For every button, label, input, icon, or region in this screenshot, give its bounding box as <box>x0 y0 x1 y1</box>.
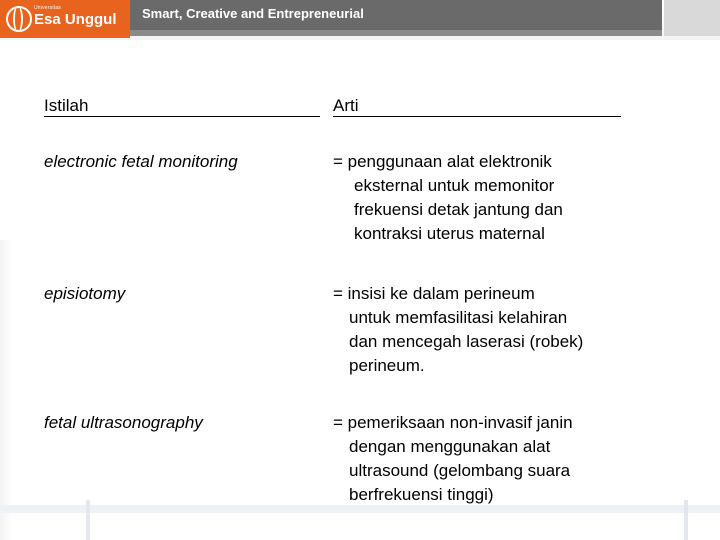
left-decoration <box>0 240 12 540</box>
definition-line: = insisi ke dalam perineum <box>333 284 535 303</box>
university-logo <box>0 0 130 38</box>
column-header-definition: Arti <box>333 96 621 117</box>
logo-text: Esa Unggul <box>34 11 117 28</box>
header-corner <box>664 0 720 36</box>
term-cell: episiotomy <box>44 284 126 303</box>
definition-line: frekuensi detak jantung dan <box>354 200 563 219</box>
column-header-term: Istilah <box>44 96 320 117</box>
term-cell: electronic fetal monitoring <box>44 152 238 171</box>
definition-cell <box>333 282 583 378</box>
footer-decoration-left <box>86 500 90 540</box>
definition-cell <box>333 411 573 507</box>
definition-line: eksternal untuk memonitor <box>354 176 555 195</box>
tagline-bar <box>130 0 662 30</box>
tagline: Smart, Creative and Entrepreneurial <box>142 6 364 21</box>
definition-line: = pemeriksaan non-invasif janin <box>333 413 573 432</box>
definition-line: kontraksi uterus maternal <box>354 224 545 243</box>
definition-line: untuk memfasilitasi kelahiran <box>349 308 568 327</box>
footer-decoration-right <box>684 500 688 540</box>
definition-line: = penggunaan alat elektronik <box>333 152 552 171</box>
term-cell: fetal ultrasonography <box>44 413 203 432</box>
slide-header <box>0 0 720 40</box>
logo-subtext: Universitas <box>34 5 61 11</box>
definition-line: dengan menggunakan alat <box>349 437 551 456</box>
definition-line: dan mencegah laserasi (robek) <box>349 332 584 351</box>
definition-line: berfrekuensi tinggi) <box>349 485 494 504</box>
definition-line: perineum. <box>349 356 425 375</box>
definition-cell <box>333 150 563 246</box>
definition-line: ultrasound (gelombang suara <box>349 461 571 480</box>
globe-icon <box>6 6 32 32</box>
